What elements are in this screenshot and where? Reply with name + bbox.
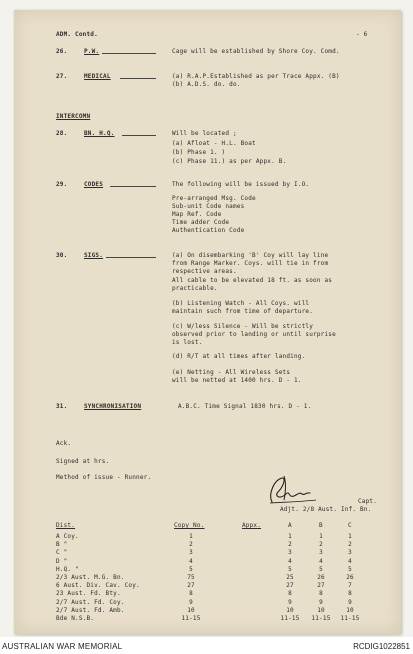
dist-header-dist: Dist. bbox=[56, 522, 76, 529]
item-30-a2: from Range Marker. Coys. will tie in from bbox=[172, 260, 329, 267]
dist-row-2-copy: 3 bbox=[189, 549, 193, 557]
dist-row-6-b: 27 bbox=[317, 582, 325, 590]
dist-row-8-b: 9 bbox=[319, 598, 323, 606]
dist-row-3-copy: 4 bbox=[189, 557, 193, 565]
dist-row-6-a: 27 bbox=[286, 582, 294, 590]
dist-header-copy: Copy No. bbox=[174, 522, 205, 529]
item-26-number: 26. bbox=[56, 48, 68, 55]
dist-row-3-b: 4 bbox=[319, 557, 323, 565]
item-30-c3: is lost. bbox=[172, 339, 203, 346]
dist-row-3-a: 4 bbox=[288, 557, 292, 565]
dist-row-8-a: 9 bbox=[288, 598, 292, 606]
item-28-line-b: (b) Phase 1. ) bbox=[172, 149, 226, 156]
dist-header-a: A bbox=[288, 522, 292, 529]
dist-row-6-copy: 27 bbox=[187, 582, 195, 590]
dist-row-1-copy: 2 bbox=[189, 541, 193, 549]
dist-row-5-c: 26 bbox=[346, 574, 354, 581]
item-30-c2: observed prior to landing or until surprise bbox=[172, 331, 336, 338]
dist-row-5-copy: 75 bbox=[187, 574, 195, 581]
dist-row-9-b: 10 bbox=[317, 606, 325, 614]
section-heading-intercomn: INTERCOMN bbox=[56, 113, 91, 120]
dist-row-0-c: 1 bbox=[348, 533, 352, 540]
dist-header-appx: Appx. bbox=[242, 522, 262, 529]
dist-row-4-copy: 5 bbox=[189, 565, 193, 573]
dist-row-7-b: 8 bbox=[319, 590, 323, 598]
item-29-code-2: Sub-unit Code names bbox=[172, 203, 245, 210]
item-29-code-3: Map Ref. Code bbox=[172, 211, 222, 218]
item-31-text: A.B.C. Time Signal 1830 hrs. D - 1. bbox=[178, 403, 312, 410]
dist-row-6-c: 7 bbox=[348, 582, 352, 590]
item-26-leader bbox=[102, 53, 156, 54]
dist-row-9-name: 2/7 Aust. Fd. Amb. bbox=[56, 606, 125, 614]
dist-row-7-name: 23 Aust. Fd. Bty. bbox=[56, 590, 121, 598]
item-28-title: BN. H.Q. bbox=[84, 130, 115, 137]
dist-row-2-b: 3 bbox=[319, 549, 323, 557]
item-30-a3: respective areas. bbox=[172, 268, 237, 275]
dist-row-2-c: 3 bbox=[348, 549, 352, 557]
dist-row-4-b: 5 bbox=[319, 565, 323, 573]
dist-row-2-name: C " bbox=[56, 549, 68, 557]
item-27-line-a: (a) R.A.P.Established as per Trace Appx. (B) bbox=[172, 73, 340, 80]
dist-header-c: C bbox=[348, 522, 352, 529]
dist-row-9-copy: 10 bbox=[187, 606, 195, 614]
signed-at-line: Signed at hrs. bbox=[56, 458, 110, 465]
item-27-leader bbox=[120, 78, 156, 79]
dist-row-0-a: 1 bbox=[288, 533, 292, 540]
item-28-line-c: (c) Phase 11.) as per Appx. B. bbox=[172, 158, 287, 165]
dist-row-7-c: 8 bbox=[348, 590, 352, 598]
item-29-leader bbox=[110, 186, 156, 187]
item-30-d1: (d) R/T at all times after landing. bbox=[172, 353, 306, 360]
footer-record-id: RCDIG1022851 bbox=[353, 642, 410, 651]
dist-row-10-copy: 11-15 bbox=[181, 615, 201, 622]
item-30-c1: (c) W/less Silence - Will be strictly bbox=[172, 323, 314, 330]
dist-row-10-b: 11-15 bbox=[311, 615, 331, 622]
dist-row-5-b: 26 bbox=[317, 574, 325, 581]
item-30-e1: (e) Netting - All Wireless Sets bbox=[172, 369, 291, 376]
item-29-code-5: Authentication Code bbox=[172, 227, 245, 234]
dist-row-0-b: 1 bbox=[319, 533, 323, 540]
handwritten-signature bbox=[264, 472, 324, 508]
item-26-title: P.W. bbox=[84, 48, 100, 55]
header-ref: ADM. Contd. bbox=[56, 31, 98, 38]
footer-bar bbox=[0, 637, 413, 654]
dist-row-4-a: 5 bbox=[288, 565, 292, 573]
item-30-a5: practicable. bbox=[172, 285, 218, 292]
item-28-intro: Will be located ; bbox=[172, 130, 237, 137]
item-26-text: Cage will be established by Shore Coy. Comd. bbox=[172, 48, 340, 55]
signature-appointment: Adjt. 2/8 Aust. Inf. Bn. bbox=[280, 506, 372, 513]
dist-row-7-copy: 8 bbox=[189, 590, 193, 598]
dist-row-9-a: 10 bbox=[286, 606, 294, 614]
dist-row-5-name: 2/3 Aust. M.G. Bn. bbox=[56, 574, 125, 581]
dist-row-1-c: 2 bbox=[348, 541, 352, 549]
dist-row-8-c: 9 bbox=[348, 598, 352, 606]
dist-row-4-c: 5 bbox=[348, 565, 352, 573]
dist-header-b: B bbox=[319, 522, 323, 529]
dist-row-3-name: D " bbox=[56, 557, 68, 565]
item-29-number: 29. bbox=[56, 181, 68, 188]
dist-row-5-a: 25 bbox=[286, 574, 294, 581]
item-28-leader bbox=[122, 135, 156, 136]
item-27-number: 27. bbox=[56, 73, 68, 80]
dist-row-0-copy: 1 bbox=[189, 533, 193, 540]
item-29-title: CODES bbox=[84, 181, 104, 188]
dist-row-1-b: 2 bbox=[319, 541, 323, 549]
ack-label: Ack. bbox=[56, 440, 72, 447]
item-31-title: SYNCHRONISATION bbox=[84, 403, 142, 410]
dist-row-4-name: H.Q. " bbox=[56, 565, 79, 573]
item-30-b2: maintain such from time of departure. bbox=[172, 308, 314, 315]
method-of-issue: Method of issue - Runner. bbox=[56, 474, 152, 481]
dist-row-1-name: B " bbox=[56, 541, 68, 549]
signature-rank: Capt. bbox=[358, 498, 378, 505]
item-29-code-1: Pre-arranged Msg. Code bbox=[172, 195, 256, 202]
item-27-line-b: (b) A.D.S. do. do. bbox=[172, 81, 241, 88]
dist-row-10-a: 11-15 bbox=[280, 615, 300, 622]
dist-row-0-name: A Coy. bbox=[56, 533, 79, 540]
item-30-b1: (b) Listening Watch - All Coys. will bbox=[172, 300, 310, 307]
item-27-title: MEDICAL bbox=[84, 73, 111, 80]
dist-row-6-name: 6 Aust. Div. Cav. Coy. bbox=[56, 582, 140, 590]
page-number: - 6 bbox=[356, 31, 368, 38]
dist-row-10-c: 11-15 bbox=[340, 615, 360, 622]
dist-row-2-a: 3 bbox=[288, 549, 292, 557]
item-28-number: 28. bbox=[56, 130, 68, 137]
dist-row-3-c: 4 bbox=[348, 557, 352, 565]
footer-institution: AUSTRALIAN WAR MEMORIAL bbox=[2, 642, 123, 651]
item-30-title: SIGS. bbox=[84, 252, 104, 259]
item-30-e2: will be netted at 1400 hrs. D - 1. bbox=[172, 377, 302, 384]
item-30-a1: (a) On disembarking 'B' Coy will lay line bbox=[172, 252, 329, 259]
item-28-line-a: (a) Afloat - H.L. Boat bbox=[172, 140, 256, 147]
item-31-number: 31. bbox=[56, 403, 68, 410]
item-30-leader bbox=[106, 257, 156, 258]
dist-row-8-copy: 9 bbox=[189, 598, 193, 606]
item-30-number: 30. bbox=[56, 252, 68, 259]
dist-row-10-name: Bde N.S.B. bbox=[56, 615, 95, 622]
document-page bbox=[14, 10, 401, 634]
dist-row-7-a: 8 bbox=[288, 590, 292, 598]
dist-row-8-name: 2/7 Aust. Fd. Coy. bbox=[56, 598, 125, 606]
item-30-a4: All cable to be elevated 18 ft. as soon as bbox=[172, 277, 333, 284]
item-29-intro: The following will be issued by I.O. bbox=[172, 181, 310, 188]
dist-row-1-a: 2 bbox=[288, 541, 292, 549]
dist-row-9-c: 10 bbox=[346, 606, 354, 614]
item-29-code-4: Time adder Code bbox=[172, 219, 230, 226]
